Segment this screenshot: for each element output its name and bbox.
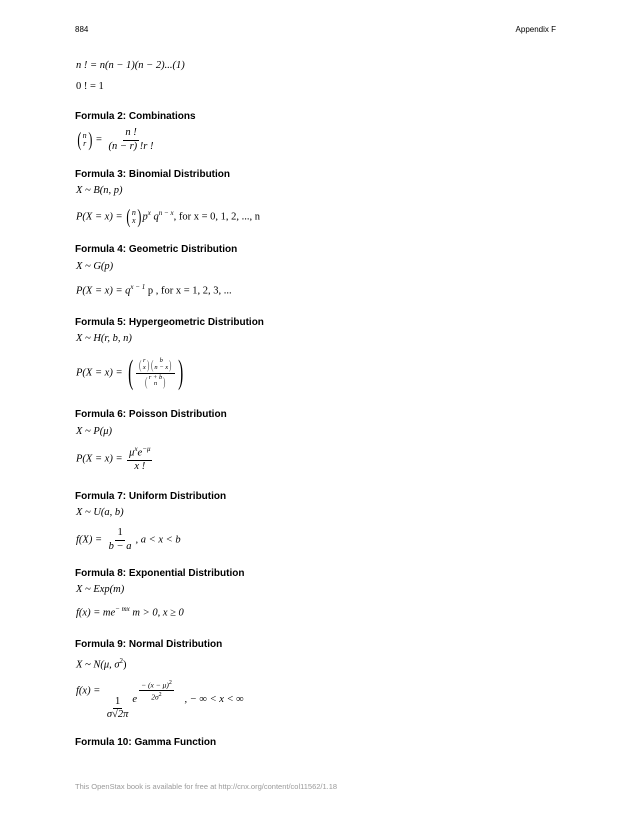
formula-5-heading: Formula 5: Hypergeometric Distribution <box>75 317 264 328</box>
normal-pdf: f(x) = $\frac{1}{\sigma√2\pi}$ e $\frac{- (x - \mu)^2}{2\sigma^2}$ , − ∞ < x < ∞ <box>76 680 244 720</box>
binomial-pmf: P(X = x) = ( n x ) $p^x$ $q^{n - x}$, for x = 0, 1, 2, ..., n <box>76 206 260 228</box>
poisson-notation: X ~ P(μ) <box>76 426 113 437</box>
uniform-pdf: f(X) = $\frac{1}{b - a}$ , a < x < b <box>76 527 181 552</box>
binomial-coefficient: ( n r ) <box>77 129 93 151</box>
running-header: Appendix F <box>515 25 556 34</box>
binomial-notation: X ~ B(n, p) <box>76 185 123 196</box>
formula-2-heading: Formula 2: Combinations <box>75 111 196 122</box>
page-number: 884 <box>75 25 89 34</box>
formula-10-heading: Formula 10: Gamma Function <box>75 737 217 748</box>
normal-notation: X ~ N(μ, $\sigma^2$) <box>76 657 127 671</box>
formula-3-heading: Formula 3: Binomial Distribution <box>75 169 231 180</box>
combinations-fraction: $\frac{n !}{(n - r) !r !}$ <box>108 127 154 152</box>
geometric-notation: X ~ G(p) <box>76 261 114 272</box>
exponential-notation: X ~ Exp(m) <box>76 584 125 595</box>
poisson-pmf: P(X = x) = $\frac{\mu^xe^{-\mu}}{x !}$ <box>76 445 151 472</box>
formula-8-heading: Formula 8: Exponential Distribution <box>75 568 245 579</box>
uniform-notation: X ~ U(a, b) <box>76 507 124 518</box>
hypergeometric-notation: X ~ H(r, b, n) <box>76 333 132 344</box>
hypergeometric-pmf: P(X = x) = ( ( r x ) ( b n − x ) ( r + b n ) ) <box>76 354 183 391</box>
formula-7-heading: Formula 7: Uniform Distribution <box>75 491 227 502</box>
formula-9-heading: Formula 9: Normal Distribution <box>75 639 223 650</box>
exponential-pdf: $f(x) = me^{- mx}$ m > 0, x ≥ 0 <box>76 605 184 619</box>
combinations-formula: ( n r ) = $\frac{n !}{(n - r) !r !}$ <box>77 127 154 152</box>
zero-factorial: 0 ! = 1 <box>76 81 104 92</box>
factorial-definition: n ! = n(n − 1)(n − 2)...(1) <box>76 60 185 71</box>
formula-6-heading: Formula 6: Poisson Distribution <box>75 409 227 420</box>
formula-4-heading: Formula 4: Geometric Distribution <box>75 244 238 255</box>
geometric-pmf: $P(X = x) = q^{x - 1}$ p , for x = 1, 2, 3, ... <box>76 283 232 297</box>
page-footer: This OpenStax book is available for free at http://cnx.org/content/col11562/1.18 <box>75 782 338 791</box>
